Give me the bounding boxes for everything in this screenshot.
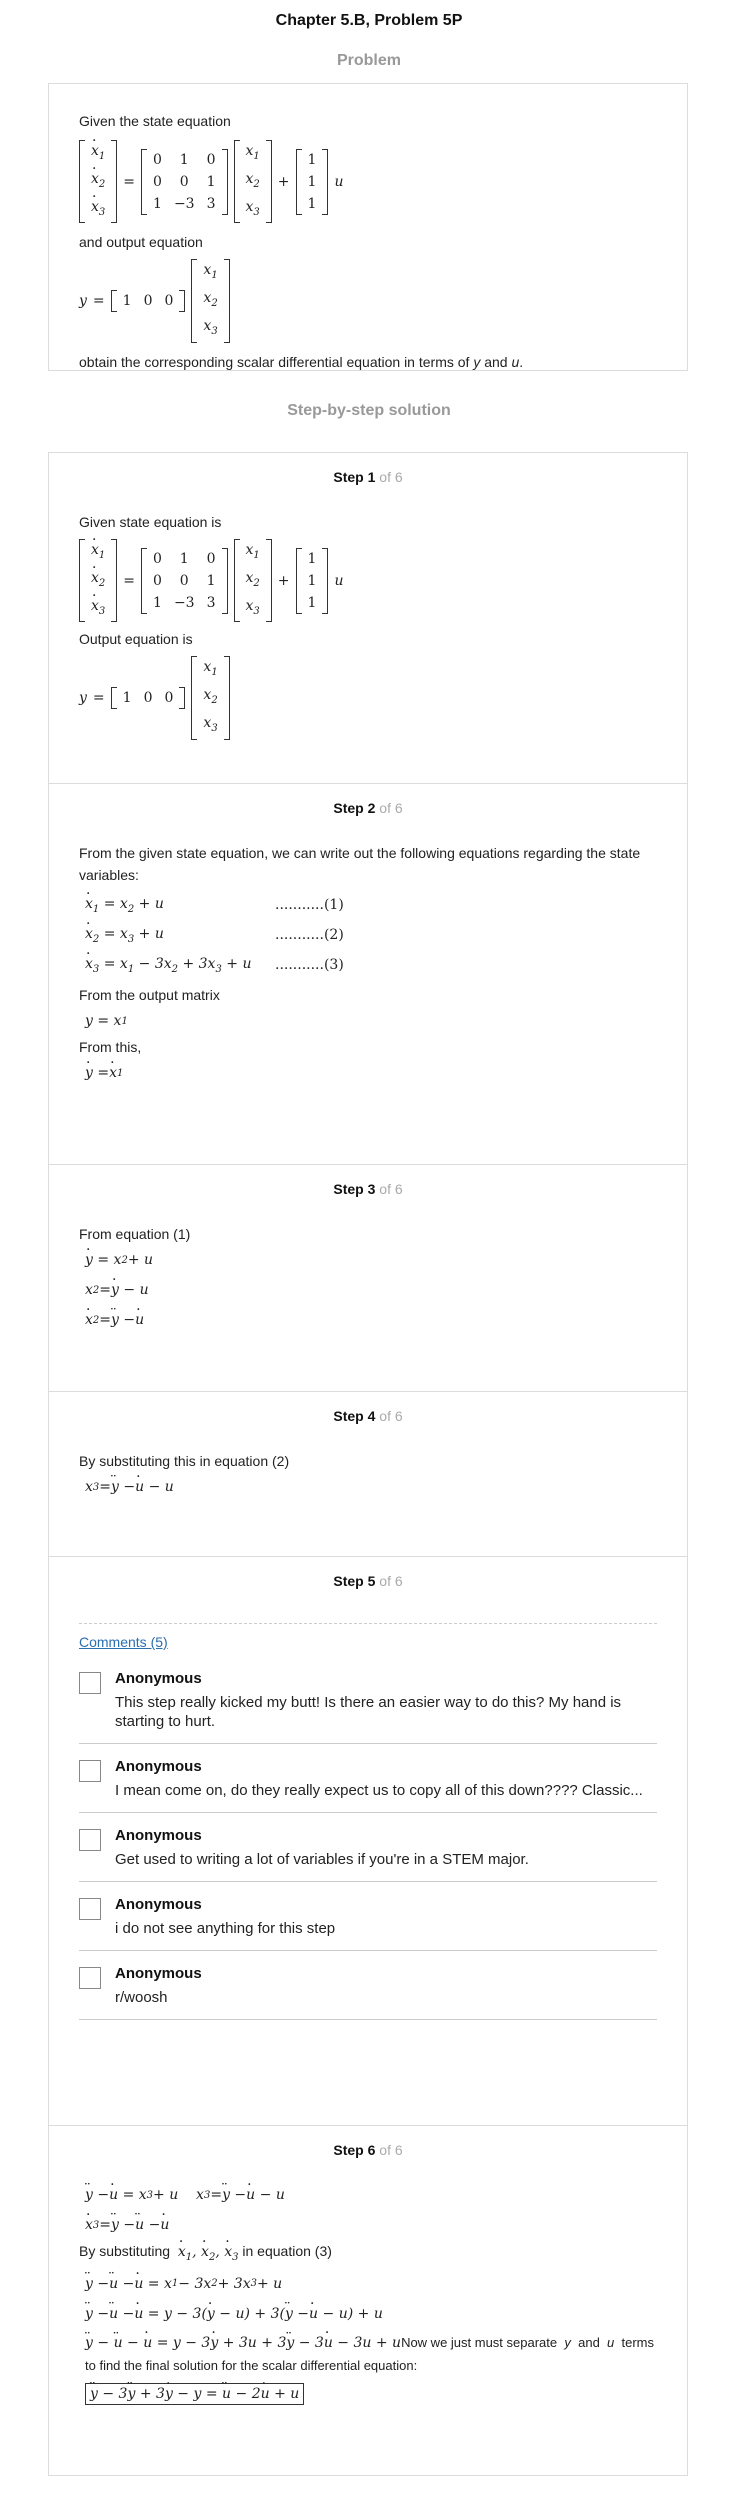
- a-matrix: 0 1 0 0 0 1 1 −3 3: [141, 149, 227, 215]
- c-matrix: 1 0 0: [111, 290, 186, 312]
- step-header: Step 6 of 6: [333, 2142, 403, 2158]
- state-equation: · $x_1$ · $x_2$ · $x_3$ = 0 1 0 0 0 1 1 −3 3 $x_1$ $x_2$ $x_3$ + 1 1 1 u: [79, 539, 657, 622]
- comment: [79, 1813, 657, 1882]
- equation: · x 2 = ·· y − · u: [85, 1305, 657, 1335]
- avatar: [79, 1829, 101, 1851]
- b-vector: 1 1 1: [296, 149, 329, 215]
- avatar: [79, 1760, 101, 1782]
- comment: [79, 1951, 657, 2020]
- state-derivative-vector: · $x_1$ · $x_2$ · $x_3$: [79, 140, 117, 223]
- avatar: [79, 1967, 101, 1989]
- step-3: [49, 1165, 687, 1392]
- comment-text: i do not see anything for this step: [115, 1920, 336, 1937]
- step-1: [49, 453, 687, 784]
- step-header: Step 3 of 6: [333, 1181, 403, 1197]
- step-text: By substituting this in equation (2): [79, 1453, 290, 1469]
- step-header: Step 1 of 6: [333, 469, 403, 485]
- problem-section-title: Problem: [336, 52, 401, 69]
- output-equation: y = 1 0 0 $x_1$ $x_2$ $x_3$: [79, 656, 657, 739]
- comment-text: Get used to writing a lot of variables if you're in a STEM major.: [115, 1851, 529, 1868]
- page-title: Chapter 5.B, Problem 5P: [275, 12, 463, 29]
- state-vector: $x_1$ $x_2$ $x_3$: [234, 140, 272, 223]
- equation: ·· y − · u = x 3 + u x 3 = ·· y − · u − u: [85, 2180, 657, 2210]
- step-text: ·· y − ·· u − · u = y − 3· y + 3u + 3·· y − 3· u − 3u + uNow we just must separate y and u terms to find the final solution for the scalar differential equation:: [79, 2331, 657, 2377]
- equation: · x 3 = ·· y − ·· u − · u: [85, 2210, 657, 2240]
- avatar: [79, 1672, 101, 1694]
- equation: x 2 = · y − u: [85, 1275, 657, 1305]
- comment-author: Anonymous: [115, 1670, 202, 1687]
- output-intro: and output equation: [79, 234, 203, 251]
- output-relation: y = x 1: [85, 1013, 128, 1029]
- comment-author: Anonymous: [115, 1965, 202, 1982]
- solution-section-title: Step-by-step solution: [287, 402, 451, 419]
- equation: ·· y − ·· u − · u = y − 3( · y − u) + 3( ·· y − · u − u) + u: [85, 2299, 657, 2329]
- comments-link[interactable]: Comments (5): [79, 1634, 168, 1650]
- comment-text: I mean come on, do they really expect us to copy all of this down???? Classic...: [115, 1782, 643, 1799]
- equation: · y = x 2 + u: [85, 1245, 657, 1275]
- step-text: From equation (1): [79, 1226, 191, 1242]
- equation: x 3 = ·· y − · u − u: [85, 1472, 657, 1502]
- equation: ·· y − ·· u − · u = x 1 − 3x 2 + 3x 3 + u: [85, 2269, 657, 2299]
- step-6: [49, 2126, 687, 2466]
- avatar: [79, 1898, 101, 1920]
- equation-2: · $x_2 = x_3 + u$ ...........(2): [85, 920, 657, 950]
- comment-text: r/woosh: [115, 1989, 168, 2006]
- comment-author: Anonymous: [115, 1896, 202, 1913]
- step-text: From the output matrix: [79, 987, 220, 1003]
- comment: [79, 1744, 657, 1813]
- step-header: Step 5 of 6: [333, 1573, 403, 1589]
- step-header: Step 4 of 6: [333, 1408, 403, 1424]
- final-answer: ·· y − 3·· y + 3· y − y = ·· u − 2· u + u: [85, 2383, 304, 2405]
- step-header: Step 2 of 6: [333, 800, 403, 816]
- comment-text: This step really kicked my butt! Is there an easier way to do this? My hand is starting to hurt.: [115, 1694, 622, 1730]
- step-text: Given state equation is: [79, 514, 222, 530]
- problem-card: [48, 83, 688, 371]
- step-4: [49, 1392, 687, 1557]
- step-text: From this,: [79, 1039, 142, 1055]
- step-2: [49, 784, 687, 1165]
- step-text: By substituting · $x_1$, · $x_2$, · $x_3$ in equation (3): [79, 2240, 657, 2269]
- derivative-relation: · y = · x 1: [79, 1058, 657, 1088]
- comment-author: Anonymous: [115, 1827, 202, 1844]
- comments-list: [79, 1656, 657, 2020]
- comment: [79, 1882, 657, 1951]
- problem-task: obtain the corresponding scalar differential equation in terms of y and u.: [79, 353, 524, 370]
- step-text: Output equation is: [79, 631, 193, 648]
- state-equation: · $x_1$ · $x_2$ · $x_3$ = 0 1 0 0 0 1 1 −3 3 $x_1$ $x_2$ $x_3$ + 1 1 1 u: [79, 140, 657, 223]
- problem-intro: Given the state equation: [79, 113, 231, 129]
- equation-3: · $x_3 = x_1 - 3x_2 + 3x_3 + u$ ...........(3): [85, 950, 657, 980]
- solution-card: [48, 452, 688, 2476]
- step-text: From the given state equation, we can write out the following equations regarding the state variables:: [79, 845, 641, 883]
- equation-1: · $x_1 = x_2 + u$ ...........(1): [85, 890, 657, 920]
- comment: [79, 1656, 657, 1744]
- output-equation: y = 1 0 0 $x_1$ $x_2$ $x_3$: [79, 259, 657, 342]
- comment-author: Anonymous: [115, 1758, 202, 1775]
- step-5: [49, 1557, 687, 2126]
